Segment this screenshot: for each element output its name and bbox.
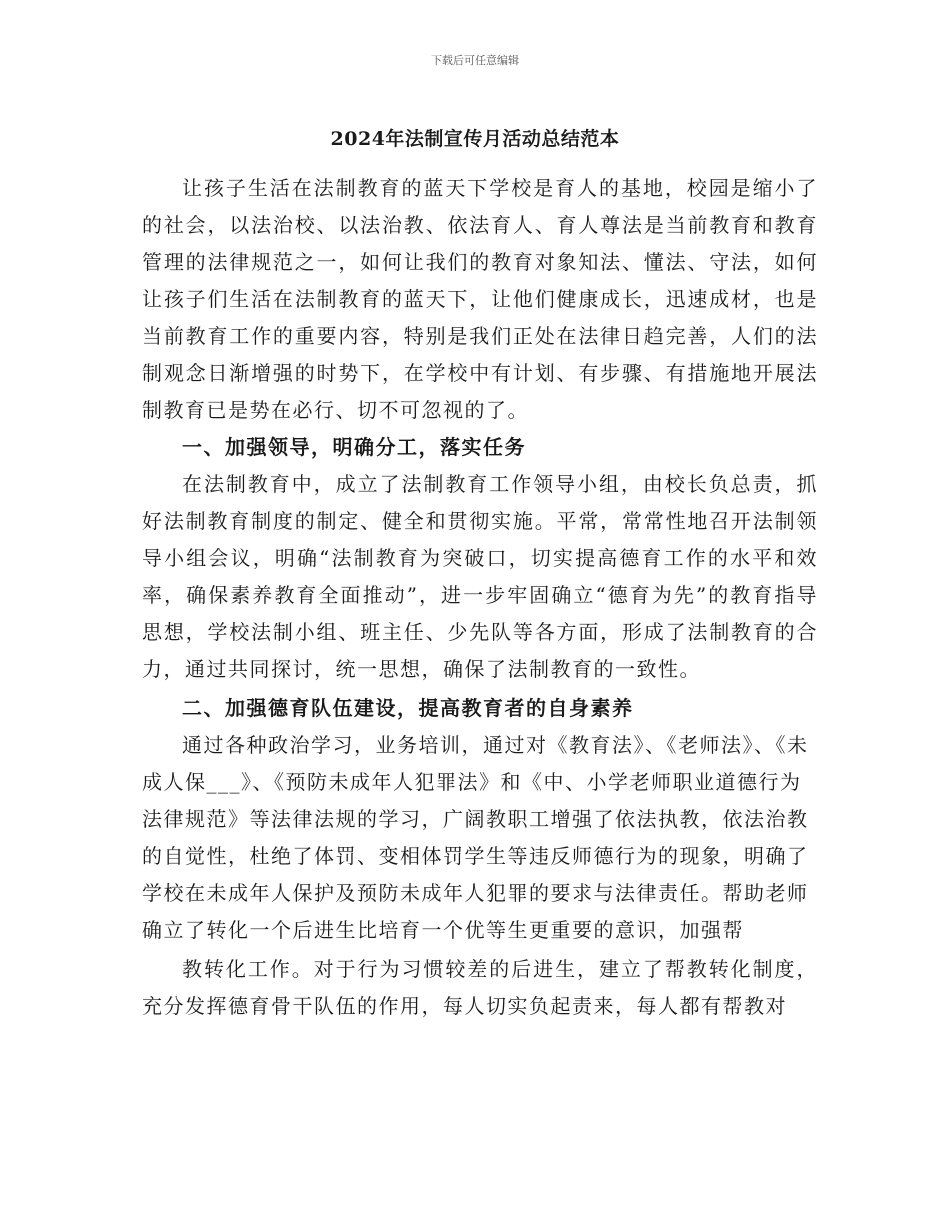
- document-title: 2024年法制宣传月活动总结范本: [330, 128, 620, 150]
- section-1-heading: 一、加强领导，明确分工，落实任务: [182, 435, 526, 459]
- section-2-continued-paragraph: 教转化工作。对于行为习惯较差的后进生，建立了帮教转化制度，充分发挥德育骨干队伍的作用，每人切实负起责来，每人都有帮教对: [142, 957, 818, 1018]
- section-1-paragraph: 在法制教育中，成立了法制教育工作领导小组，由校长负总责，抓好法制教育制度的制定、健全和贯彻实施。平常，常常性地召开法制领导小组会议，明确“法制教育为突破口，切实提高德育工作的水平和效率，确保素养教育全面推动”，进一步牢固确立“德育为先”的教育指导思想，学校法制小组、班主任、少先队等各方面，形成了法制教育的合力，通过共同探讨，统一思想，确保了法制教育的一致性。: [142, 472, 818, 681]
- intro-paragraph: 让孩子生活在法制教育的蓝天下学校是育人的基地，校园是缩小了的社会，以法治校、以法治教、依法育人、育人尊法是当前教育和教育管理的法律规范之一，如何让我们的教育对象知法、懂法、守法，如何让孩子们生活在法制教育的蓝天下，让他们健康成长，迅速成材，也是当前教育工作的重要内容，特别是我们正处在法律日趋完善，人们的法制观念日渐增强的时势下，在学校中有计划、有步骤、有措施地开展法制教育已是势在必行、切不可忽视的了。: [142, 176, 818, 422]
- page-header-note: 下载后可任意编辑: [431, 54, 519, 67]
- document-body: [142, 170, 818, 1025]
- section-2-heading: 二、加强德育队伍建设，提高教育者的自身素养: [182, 696, 634, 720]
- section-2-paragraph: 通过各种政治学习，业务培训，通过对《教育法》、《老师法》、《未成人保___》、《预防未成年人犯罪法》和《中、小学老师职业道德行为法律规范》等法律法规的学习，广阔教职工增强了依法执教，依法治教的自觉性，杜绝了体罚、变相体罚学生等违反师德行为的现象，明确了学校在未成年人保护及预防未成年人犯罪的要求与法律责任。帮助老师确立了转化一个后进生比培育一个优等生更重要的意识，加强帮: [142, 733, 809, 942]
